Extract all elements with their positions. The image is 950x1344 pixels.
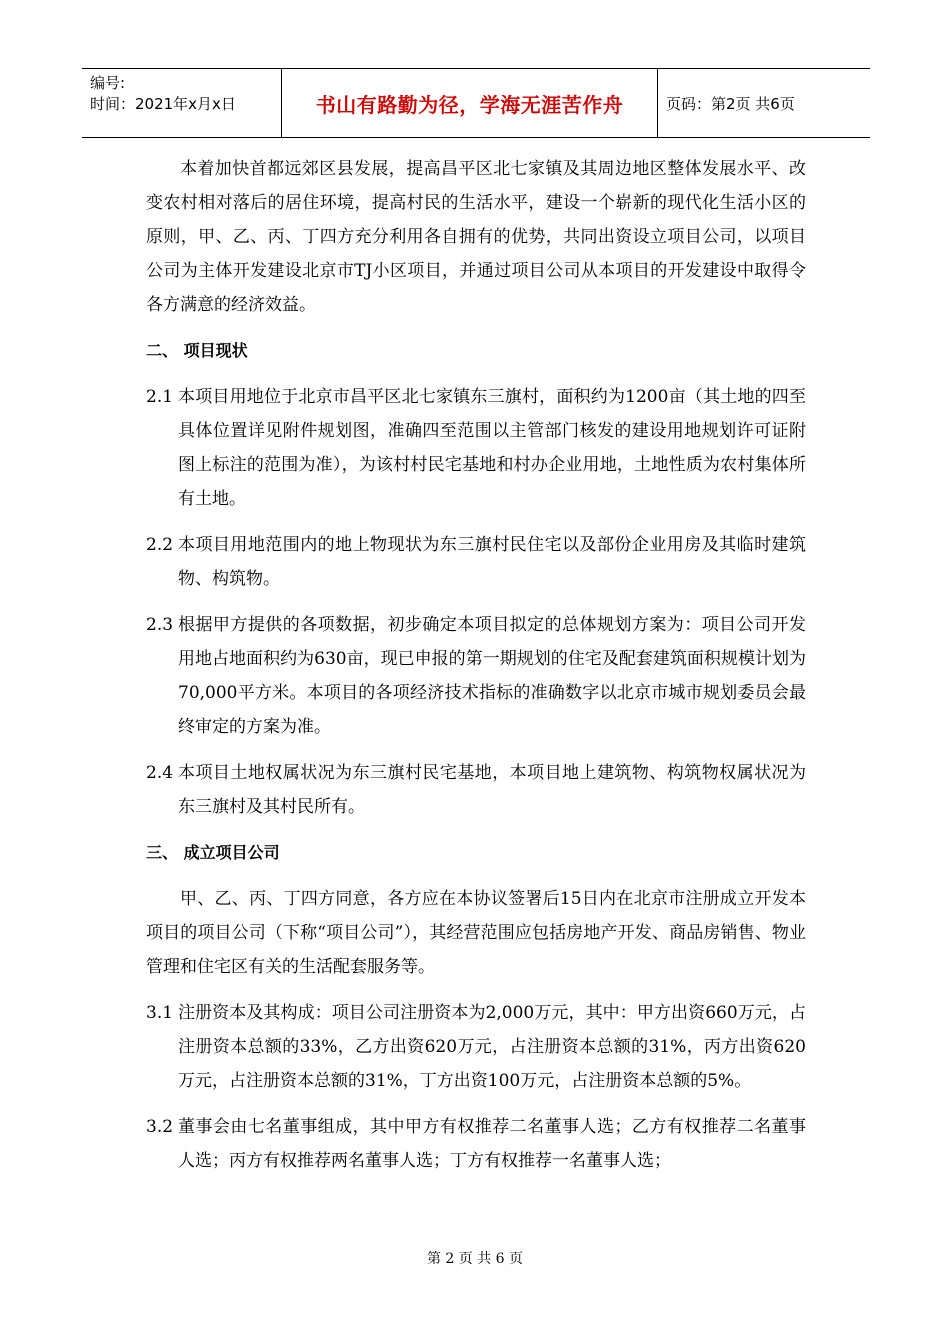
page-header <box>82 68 870 138</box>
clause-number: 3.1 <box>146 1003 174 1023</box>
clause-text: 注册资本及其构成：项目公司注册资本为2,000万元，其中：甲方出资660万元，占注册资本总额的33%，乙方出资620万元，占注册资本总额的31%，丙方出资620万元，占注册资本总额的31%，丁方出资100万元，占注册资本总额的5%。 <box>178 1003 806 1091</box>
section-heading-project-status: 二、 项目现状 <box>146 341 248 360</box>
clause-2-4 <box>146 756 806 824</box>
document-number-label: 编号: <box>90 74 126 92</box>
clause-number: 2.2 <box>146 535 174 555</box>
header-motto: 书山有路勤为径，学海无涯苦作舟 <box>282 69 658 137</box>
document-body <box>146 152 806 1190</box>
header-page-number: 页码：第2页 共6页 <box>666 94 795 113</box>
clause-text: 董事会由七名董事组成，其中甲方有权推荐二名董事人选；乙方有权推荐二名董事人选；丙方有权推荐两名董事人选；丁方有权推荐一名董事人选； <box>178 1117 806 1171</box>
clause-text: 根据甲方提供的各项数据，初步确定本项目拟定的总体规划方案为：项目公司开发用地占地面积约为630亩，现已申报的第一期规划的住宅及配套建筑面积规模计划为70,000平方米。本项目的各项经济技术指标的准确数字以北京市城市规划委员会最终审定的方案为准。 <box>178 615 806 737</box>
clause-2-2 <box>146 528 806 596</box>
section3-paragraph: 甲、乙、丙、丁四方同意，各方应在本协议签署后15日内在北京市注册成立开发本项目的项目公司（下称“项目公司”），其经营范围应包括房地产开发、商品房销售、物业管理和住宅区有关的生活配套服务等。 <box>146 889 806 977</box>
clause-text: 本项目用地范围内的地上物现状为东三旗村民住宅以及部份企业用房及其临时建筑物、构筑物。 <box>178 535 806 589</box>
page-footer: 第 2 页 共 6 页 <box>426 1251 524 1267</box>
intro-paragraph: 本着加快首都远郊区县发展，提高昌平区北七家镇及其周边地区整体发展水平、改变农村相对落后的居住环境，提高村民的生活水平，建设一个崭新的现代化生活小区的原则，甲、乙、丙、丁四方充分利用各自拥有的优势，共同出资设立项目公司，以项目公司为主体开发建设北京市TJ小区项目，并通过项目公司从本项目的开发建设中取得令各方满意的经济效益。 <box>146 159 806 315</box>
clause-2-3 <box>146 608 806 744</box>
clause-text: 本项目土地权属状况为东三旗村民宅基地，本项目地上建筑物、构筑物权属状况为东三旗村及其村民所有。 <box>178 763 806 817</box>
clause-2-1 <box>146 380 806 516</box>
clause-number: 2.4 <box>146 763 174 783</box>
clause-text: 本项目用地位于北京市昌平区北七家镇东三旗村，面积约为1200亩（其土地的四至具体位置详见附件规划图，准确四至范围以主管部门核发的建设用地规划许可证附图上标注的范围为准），为该村村民宅基地和村办企业用地，土地性质为农村集体所有土地。 <box>178 387 806 509</box>
clause-number: 2.1 <box>146 387 174 407</box>
clause-number: 3.2 <box>146 1117 174 1137</box>
clause-3-1 <box>146 996 806 1098</box>
section-heading-establish-company: 三、 成立项目公司 <box>146 843 280 862</box>
clause-3-2 <box>146 1110 806 1178</box>
document-time-label: 时间：2021年x月x日 <box>90 95 236 113</box>
header-meta-cell <box>82 69 282 137</box>
clause-number: 2.3 <box>146 615 174 635</box>
